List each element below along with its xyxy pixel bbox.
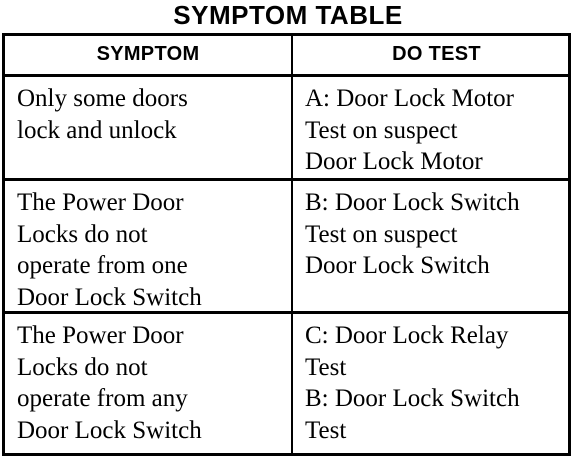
row-3-test-cell: C: Door Lock Relay Test B: Door Lock Switch Test (305, 322, 520, 444)
page-title: SYMPTOM TABLE (173, 0, 403, 30)
column-header-symptom: SYMPTOM (5, 36, 293, 77)
row-1-test-cell: A: Door Lock Motor Test on suspect Door Lock Motor (293, 77, 568, 181)
row-2-test-cell: B: Door Lock Switch Test on suspect Door Lock Switch (293, 181, 568, 314)
row-3-symptom-cell: The Power Door Locks do not operate from any Door Lock Switch (5, 314, 293, 453)
row-1-symptom-cell: Only some doors lock and unlock (5, 77, 293, 181)
column-header-do-test: DO TEST (293, 36, 568, 77)
symptom-table (2, 33, 571, 456)
row-2-symptom-cell: The Power Door Locks do not operate from one Door Lock Switch (5, 181, 293, 314)
